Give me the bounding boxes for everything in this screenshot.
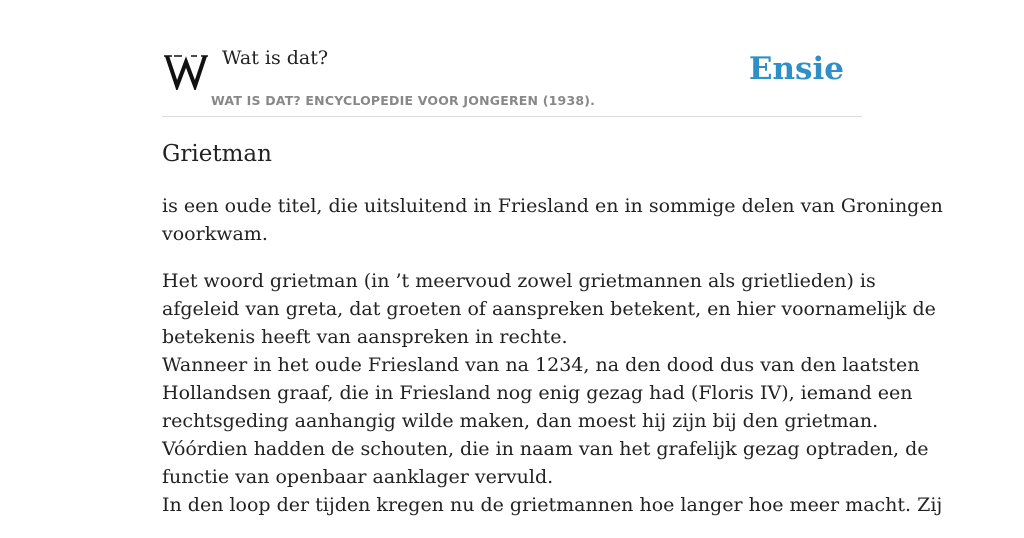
text-line: afgeleid van greta, dat groeten of aanspreken betekent, en hier voornamelijk de: [162, 298, 936, 320]
brand-logo-link[interactable]: Ensie: [748, 51, 844, 87]
source-subtitle: WAT IS DAT? ENCYCLOPEDIE VOOR JONGEREN (1938).: [211, 93, 596, 108]
text-line: functie van openbaar aanklager vervuld.: [162, 466, 554, 488]
text-line: betekenis heeft van aanspreken in rechte.: [162, 326, 568, 348]
wikipedia-w-icon: [164, 52, 208, 90]
text-line: Hollandsen graaf, die in Friesland nog enig gezag had (Floris IV), iemand een: [162, 382, 913, 404]
text-line: is een oude titel, die uitsluitend in Friesland en in sommige delen van Groningen: [162, 195, 943, 217]
entry-title: Grietman: [162, 141, 272, 167]
paragraph-2: [162, 267, 943, 519]
text-line: rechtsgeding aanhangig wilde maken, dan moest hij zijn bij den grietman.: [162, 410, 879, 432]
source-header: [162, 0, 862, 117]
text-line: Wanneer in het oude Friesland van na 1234, na den dood dus van den laatsten: [162, 354, 920, 376]
text-line: voorkwam.: [162, 223, 268, 245]
source-title[interactable]: Wat is dat?: [222, 47, 329, 69]
text-line: In den loop der tijden kregen nu de grietmannen hoe langer hoe meer macht. Zij: [162, 494, 943, 516]
paragraph-1: [162, 192, 943, 248]
text-line: Het woord grietman (in ’t meervoud zowel grietmannen als grietlieden) is: [162, 270, 876, 292]
entry-body: [162, 192, 943, 538]
page: [162, 0, 943, 516]
text-line: Vóórdien hadden de schouten, die in naam van het grafelijk gezag optraden, de: [162, 438, 929, 460]
